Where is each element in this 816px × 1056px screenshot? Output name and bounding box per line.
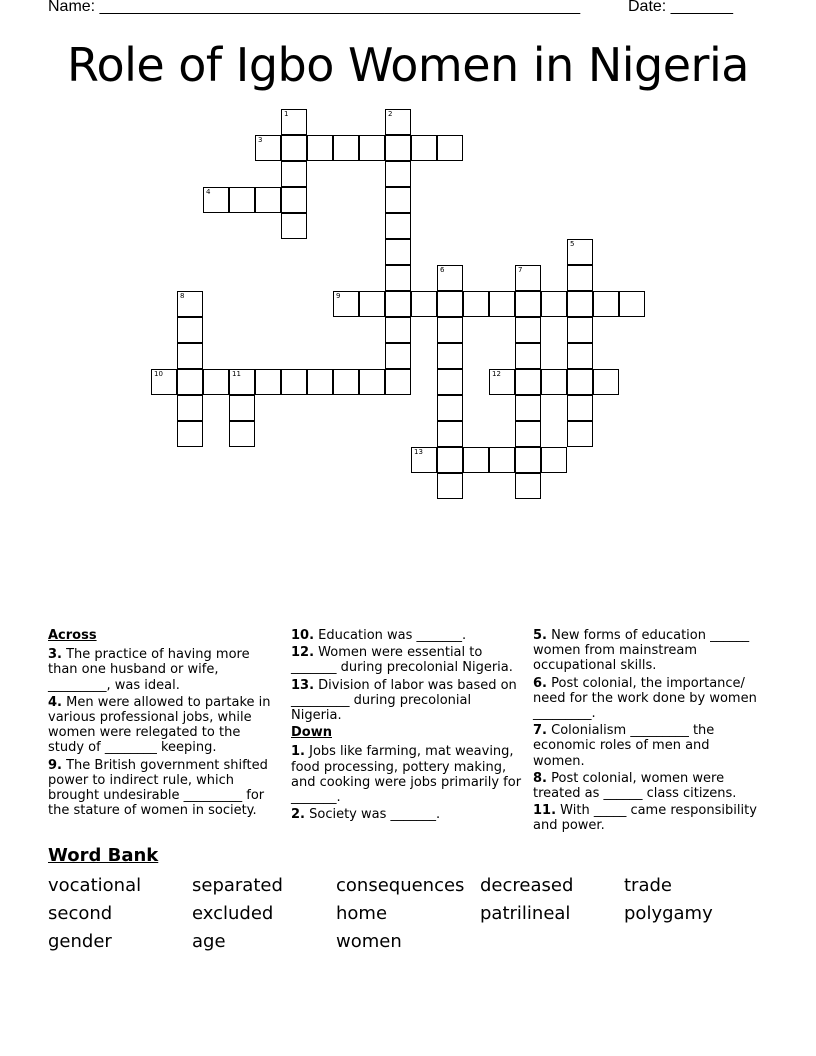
crossword-cell[interactable] (177, 343, 203, 369)
word-bank-word: separated (192, 875, 283, 896)
crossword-cell[interactable] (385, 343, 411, 369)
crossword-cell[interactable] (437, 369, 463, 395)
crossword-cell[interactable] (437, 135, 463, 161)
crossword-cell[interactable] (385, 213, 411, 239)
crossword-cell[interactable] (177, 395, 203, 421)
clue-number: 12 (492, 370, 501, 378)
crossword-cell[interactable] (229, 187, 255, 213)
word-bank-word: age (192, 931, 226, 952)
crossword-cell[interactable] (385, 369, 411, 395)
crossword-cell[interactable] (203, 187, 229, 213)
crossword-cell[interactable] (437, 421, 463, 447)
crossword-cell[interactable] (437, 447, 463, 473)
clue-item (533, 628, 765, 674)
clue-item-number: 2. (291, 807, 305, 823)
crossword-cell[interactable] (255, 135, 281, 161)
clue-item-text: Women were essential to _______ during precolonial Nigeria. (291, 645, 513, 676)
name-field[interactable]: Name: ______________________________________________________ (48, 0, 581, 15)
clue-item (533, 676, 765, 722)
crossword-cell[interactable] (411, 447, 437, 473)
crossword-cell[interactable] (333, 369, 359, 395)
clue-item-number: 8. (533, 770, 547, 786)
clue-item (533, 723, 765, 769)
word-bank-word: excluded (192, 903, 274, 924)
crossword-cell[interactable] (255, 187, 281, 213)
clue-item-text: Colonialism _________ the economic roles of men and women. (533, 723, 715, 769)
across-heading: Across (48, 628, 97, 643)
clue-item-number: 4. (48, 694, 62, 710)
across-clue-list (48, 647, 280, 818)
crossword-cell[interactable] (411, 135, 437, 161)
clue-item (533, 771, 765, 801)
crossword-cell[interactable] (593, 369, 619, 395)
crossword-cell[interactable] (385, 239, 411, 265)
crossword-cell[interactable] (515, 343, 541, 369)
clue-item-text: Post colonial, the importance/ need for the work done by women _________. (533, 675, 757, 722)
clue-item-number: 10. (291, 628, 315, 643)
down-heading: Down (291, 725, 332, 741)
clue-item (48, 647, 280, 693)
word-bank-word: decreased (480, 875, 574, 896)
crossword-cell[interactable] (541, 447, 567, 473)
crossword-cell[interactable] (567, 421, 593, 447)
clue-number: 8 (180, 292, 185, 300)
clue-item-text: New forms of education ______ women from mainstream occupational skills. (533, 628, 750, 674)
crossword-cell[interactable] (307, 135, 333, 161)
down-clue-list-continued (533, 628, 765, 834)
crossword-cell[interactable] (489, 291, 515, 317)
crossword-cell[interactable] (281, 213, 307, 239)
clue-item-number: 13. (291, 677, 315, 693)
clue-number: 7 (518, 266, 523, 274)
crossword-cell[interactable] (437, 395, 463, 421)
clue-item (291, 628, 523, 643)
crossword-cell[interactable] (437, 291, 463, 317)
crossword-cell[interactable] (489, 447, 515, 473)
clue-item-number: 12. (291, 645, 315, 661)
crossword-cell[interactable] (515, 317, 541, 343)
crossword-cell[interactable] (515, 369, 541, 395)
crossword-cell[interactable] (229, 369, 255, 395)
crossword-cell[interactable] (437, 265, 463, 291)
clue-number: 1 (284, 110, 289, 118)
crossword-cell[interactable] (281, 135, 307, 161)
date-field[interactable]: Date: _______ (628, 0, 733, 15)
crossword-cell[interactable] (307, 369, 333, 395)
crossword-cell[interactable] (515, 447, 541, 473)
crossword-cell[interactable] (177, 317, 203, 343)
crossword-cell[interactable] (463, 447, 489, 473)
clues-column-1 (48, 628, 280, 820)
clue-item-number: 11. (533, 803, 557, 819)
clue-item-text: The practice of having more than one husband or wife, _________, was ideal. (48, 647, 250, 693)
crossword-cell[interactable] (359, 369, 385, 395)
crossword-cell[interactable] (567, 369, 593, 395)
crossword-cell[interactable] (281, 161, 307, 187)
crossword-cell[interactable] (255, 369, 281, 395)
clue-item-text: Men were allowed to partake in various professional jobs, while women were relegated to the study of ________ keeping. (48, 694, 271, 756)
clue-item-text: Education was _______. (314, 628, 467, 643)
crossword-cell[interactable] (177, 369, 203, 395)
crossword-cell[interactable] (463, 291, 489, 317)
crossword-cell[interactable] (437, 343, 463, 369)
crossword-cell[interactable] (567, 291, 593, 317)
clue-item (533, 803, 765, 833)
crossword-cell[interactable] (151, 369, 177, 395)
clue-item-number: 3. (48, 647, 62, 663)
crossword-cell[interactable] (385, 161, 411, 187)
crossword-cell[interactable] (281, 369, 307, 395)
clues-column-2 (291, 628, 523, 824)
word-bank-word: consequences (336, 875, 465, 896)
crossword-cell[interactable] (229, 421, 255, 447)
clue-item-number: 6. (533, 675, 547, 691)
crossword-cell[interactable] (385, 109, 411, 135)
clue-number: 13 (414, 448, 423, 456)
down-clue-list (291, 744, 523, 822)
word-bank-word: trade (624, 875, 672, 896)
word-bank-word: patrilineal (480, 903, 571, 924)
clue-item-number: 7. (533, 723, 547, 739)
crossword-cell[interactable] (489, 369, 515, 395)
clue-item (48, 695, 280, 756)
clue-number: 11 (232, 370, 241, 378)
word-bank-word: home (336, 903, 388, 924)
crossword-cell[interactable] (593, 291, 619, 317)
clue-number: 5 (570, 240, 575, 248)
crossword-cell[interactable] (281, 187, 307, 213)
clues-column-3 (533, 628, 765, 836)
crossword-cell[interactable] (567, 239, 593, 265)
clue-item (291, 744, 523, 805)
crossword-cell[interactable] (359, 135, 385, 161)
crossword-cell[interactable] (515, 265, 541, 291)
crossword-cell[interactable] (437, 473, 463, 499)
crossword-cell[interactable] (333, 135, 359, 161)
crossword-cell[interactable] (385, 187, 411, 213)
crossword-cell[interactable] (281, 109, 307, 135)
clue-item-number: 9. (48, 757, 62, 773)
crossword-cell[interactable] (385, 317, 411, 343)
word-bank-word: polygamy (624, 903, 713, 924)
crossword-cell[interactable] (177, 421, 203, 447)
clue-item (48, 758, 280, 819)
crossword-cell[interactable] (541, 369, 567, 395)
crossword-cell[interactable] (515, 473, 541, 499)
crossword-cell[interactable] (385, 291, 411, 317)
crossword-cell[interactable] (567, 265, 593, 291)
word-bank-word: second (48, 903, 113, 924)
crossword-cell[interactable] (541, 291, 567, 317)
clue-number: 9 (336, 292, 341, 300)
word-bank-word: women (336, 931, 402, 952)
crossword-cell[interactable] (515, 421, 541, 447)
word-bank-word: vocational (48, 875, 142, 896)
clue-item (291, 645, 523, 675)
crossword-cell[interactable] (359, 291, 385, 317)
crossword-cell[interactable] (567, 395, 593, 421)
crossword-cell[interactable] (385, 135, 411, 161)
crossword-cell[interactable] (567, 343, 593, 369)
word-bank-word: gender (48, 931, 112, 952)
across-clue-list-continued (291, 628, 523, 723)
crossword-cell[interactable] (515, 291, 541, 317)
clue-item (291, 678, 523, 724)
crossword-cell[interactable] (437, 317, 463, 343)
clue-number: 6 (440, 266, 445, 274)
crossword-cell[interactable] (619, 291, 645, 317)
clue-item-text: Post colonial, women were treated as ______ class citizens. (533, 770, 737, 802)
crossword-cell[interactable] (385, 265, 411, 291)
crossword-cell[interactable] (203, 369, 229, 395)
page-title: Role of Igbo Women in Nigeria (67, 38, 749, 92)
clue-item-text: Jobs like farming, mat weaving, food processing, pottery making, and cooking were jobs primarily for _______. (291, 744, 522, 806)
word-bank-title: Word Bank (48, 845, 159, 866)
crossword-cell[interactable] (411, 291, 437, 317)
clue-number: 2 (388, 110, 393, 118)
clue-item-text: With _____ came responsibility and power. (533, 803, 757, 834)
crossword-cell[interactable] (229, 395, 255, 421)
clue-number: 10 (154, 370, 163, 378)
clue-item-text: Society was _______. (304, 807, 441, 823)
clue-item (291, 807, 523, 822)
crossword-cell[interactable] (567, 317, 593, 343)
clue-item-number: 5. (533, 628, 547, 643)
clue-item-number: 1. (291, 744, 305, 760)
clue-item-text: Division of labor was based on _________ during precolonial Nigeria. (291, 677, 517, 724)
clue-item-text: The British government shifted power to indirect rule, which brought undesirable _________ for the stature of women in society. (48, 757, 268, 819)
crossword-cell[interactable] (177, 291, 203, 317)
clue-number: 4 (206, 188, 211, 196)
clue-number: 3 (258, 136, 263, 144)
crossword-cell[interactable] (515, 395, 541, 421)
crossword-cell[interactable] (333, 291, 359, 317)
